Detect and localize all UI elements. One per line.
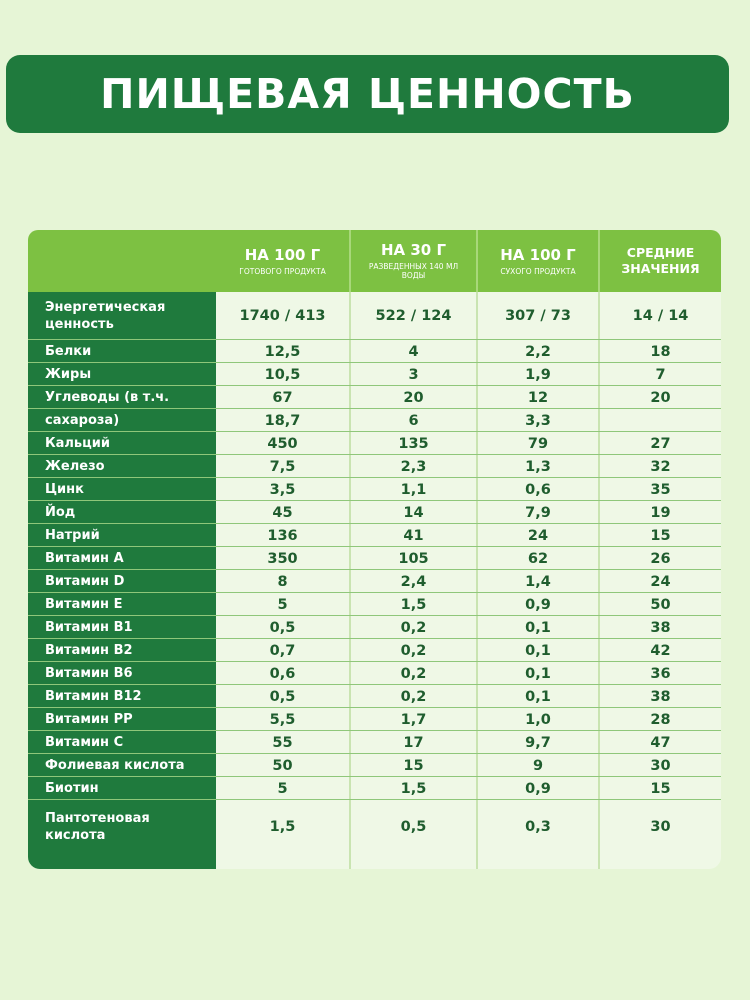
table-cell: 79 xyxy=(527,435,549,452)
table-cell: 55 xyxy=(272,734,293,751)
table-cell: 3 xyxy=(408,366,419,383)
table-cell: 12 xyxy=(527,389,549,406)
row-label: Витамин В2 xyxy=(45,643,133,658)
title-banner xyxy=(6,55,729,133)
row-label: сахароза) xyxy=(45,413,120,428)
table-row xyxy=(28,662,721,685)
table-cell: 5 xyxy=(277,780,288,797)
row-label: Витамин А xyxy=(45,551,124,566)
table-cell: 1,7 xyxy=(400,711,427,728)
table-cell: 307 / 73 xyxy=(505,308,571,324)
table-cell: 1,5 xyxy=(400,780,427,797)
table-cell: 0,2 xyxy=(400,619,427,636)
table-cell: 67 xyxy=(272,389,293,406)
column-header-sub: РАЗВЕДЕННЫХ 140 МЛ ВОДЫ xyxy=(368,262,459,280)
table-cell: 14 xyxy=(403,504,424,521)
table-cell: 7 xyxy=(655,366,666,383)
table-row xyxy=(28,570,721,593)
table-cell: 18,7 xyxy=(264,412,301,429)
table-cell: 4 xyxy=(408,343,419,360)
table-cell: 30 xyxy=(650,757,671,774)
table-row xyxy=(28,455,721,478)
table-cell: 1,5 xyxy=(269,818,296,835)
row-label: Витамин РР xyxy=(45,712,133,727)
table-cell: 10,5 xyxy=(264,366,301,383)
table-row xyxy=(28,777,721,800)
table-cell: 0,2 xyxy=(400,665,427,682)
table-row xyxy=(28,340,721,363)
table-row xyxy=(28,432,721,455)
row-label: Йод xyxy=(45,505,76,520)
table-cell: 105 xyxy=(398,550,429,567)
column-header-main: НА 100 Г xyxy=(244,245,321,264)
table-cell: 1740 / 413 xyxy=(239,308,326,324)
table-cell: 38 xyxy=(650,619,671,636)
table-cell: 0,2 xyxy=(400,642,427,659)
table-header xyxy=(28,230,721,292)
table-cell: 8 xyxy=(277,573,288,590)
table-cell: 1,1 xyxy=(400,481,427,498)
table-cell: 2,4 xyxy=(400,573,427,590)
table-cell: 15 xyxy=(403,757,424,774)
table-cell: 0,9 xyxy=(525,780,551,797)
table-cell: 0,5 xyxy=(400,818,427,835)
table-row xyxy=(28,593,721,616)
table-cell: 7,5 xyxy=(269,458,296,475)
table-cell: 0,6 xyxy=(269,665,296,682)
table-row xyxy=(28,547,721,570)
table-cell: 135 xyxy=(398,435,429,452)
table-cell: 2,2 xyxy=(525,343,551,360)
table-cell: 0,5 xyxy=(269,688,296,705)
row-label: Натрий xyxy=(45,528,100,543)
table-cell: 1,9 xyxy=(525,366,551,383)
table-cell: 450 xyxy=(267,435,298,452)
row-label: Витамин Е xyxy=(45,597,123,612)
row-label: Железо xyxy=(45,459,105,474)
table-cell: 27 xyxy=(650,435,671,452)
column-header-main: НА 30 Г xyxy=(380,241,447,259)
table-cell: 0,1 xyxy=(525,642,551,659)
column-header-sub: ГОТОВОГО ПРОДУКТА xyxy=(239,266,326,276)
column-header-main: НА 100 Г xyxy=(500,245,576,264)
table-cell: 136 xyxy=(267,527,298,544)
table-cell: 47 xyxy=(650,734,671,751)
row-label: Белки xyxy=(45,344,92,359)
table-cell: 24 xyxy=(650,573,671,590)
table-cell: 42 xyxy=(650,642,671,659)
table-cell: 1,4 xyxy=(525,573,551,590)
table-cell: 7,9 xyxy=(525,504,551,521)
row-label: Фолиевая кислота xyxy=(45,758,185,773)
table-cell: 14 / 14 xyxy=(632,308,689,324)
table-cell: 9 xyxy=(532,757,544,774)
table-row xyxy=(28,292,721,340)
table-row xyxy=(28,616,721,639)
table-cell: 0,2 xyxy=(400,688,427,705)
table-cell: 20 xyxy=(650,389,671,406)
table-cell: 0,1 xyxy=(525,688,551,705)
column-header xyxy=(600,230,721,292)
column-header-main: СРЕДНИЕ ЗНАЧЕНИЯ xyxy=(621,245,700,276)
table-cell: 0,3 xyxy=(525,818,551,835)
row-label: Витамин В6 xyxy=(45,666,133,681)
table-cell: 18 xyxy=(650,343,671,360)
row-label: Углеводы (в т.ч. xyxy=(45,390,170,405)
table-cell: 3,5 xyxy=(269,481,296,498)
table-row xyxy=(28,501,721,524)
table-cell: 6 xyxy=(408,412,419,429)
table-row xyxy=(28,685,721,708)
table-cell: 19 xyxy=(650,504,671,521)
table-cell: 17 xyxy=(403,734,424,751)
table-cell: 0,5 xyxy=(269,619,296,636)
table-cell: 32 xyxy=(650,458,671,475)
table-row xyxy=(28,524,721,547)
table-row xyxy=(28,731,721,754)
table-row xyxy=(28,708,721,731)
table-cell: 30 xyxy=(650,818,671,835)
table-cell: 1,5 xyxy=(400,596,427,613)
row-label: Энергетическая ценность xyxy=(45,300,166,332)
table-cell: 0,6 xyxy=(525,481,551,498)
table-cell: 50 xyxy=(272,757,293,774)
table-cell: 36 xyxy=(650,665,671,682)
row-label: Биотин xyxy=(45,781,99,796)
table-cell: 15 xyxy=(650,780,671,797)
table-cell: 26 xyxy=(650,550,671,567)
table-cell: 522 / 124 xyxy=(375,308,452,324)
table-cell: 0,1 xyxy=(525,619,551,636)
table-cell: 62 xyxy=(527,550,549,567)
row-label: Кальций xyxy=(45,436,110,451)
table-cell: 0,9 xyxy=(525,596,551,613)
column-header xyxy=(216,230,349,292)
table-cell: 2,3 xyxy=(400,458,427,475)
row-label: Цинк xyxy=(45,482,84,497)
table-row xyxy=(28,754,721,777)
row-label: Жиры xyxy=(45,367,92,382)
table-row xyxy=(28,386,721,409)
row-label: Пантотеновая кислота xyxy=(45,810,150,843)
table-cell: 9,7 xyxy=(525,734,551,751)
table-cell: 45 xyxy=(272,504,293,521)
table-cell: 12,5 xyxy=(264,343,301,360)
table-cell: 0,7 xyxy=(269,642,296,659)
table-cell: 350 xyxy=(267,550,298,567)
table-cell: 24 xyxy=(527,527,549,544)
page-title: ПИЩЕВАЯ ЦЕННОСТЬ xyxy=(100,70,635,118)
table-cell: 15 xyxy=(650,527,671,544)
table-cell: 50 xyxy=(650,596,671,613)
table-row xyxy=(28,478,721,501)
table-cell: 1,3 xyxy=(525,458,551,475)
table-cell: 0,1 xyxy=(525,665,551,682)
table-cell: 20 xyxy=(403,389,424,406)
table-cell: 5 xyxy=(277,596,288,613)
table-row xyxy=(28,639,721,662)
table-cell: 28 xyxy=(650,711,671,728)
column-header xyxy=(478,230,598,292)
table-cell: 35 xyxy=(650,481,671,498)
row-label: Витамин В1 xyxy=(45,620,133,635)
table-cell xyxy=(600,409,721,432)
table-cell: 41 xyxy=(403,527,424,544)
row-label: Витамин D xyxy=(45,574,125,589)
table-cell: 1,0 xyxy=(525,711,551,728)
column-header-sub: СУХОГО ПРОДУКТА xyxy=(500,266,576,276)
table-cell: 3,3 xyxy=(525,412,551,429)
table-row xyxy=(28,409,721,432)
row-label: Витамин С xyxy=(45,735,124,750)
table-row xyxy=(28,800,721,853)
table-row xyxy=(28,363,721,386)
column-header xyxy=(351,230,476,292)
nutrition-table xyxy=(28,230,721,869)
table-cell: 38 xyxy=(650,688,671,705)
row-label: Витамин В12 xyxy=(45,689,142,704)
table-cell: 5,5 xyxy=(269,711,296,728)
